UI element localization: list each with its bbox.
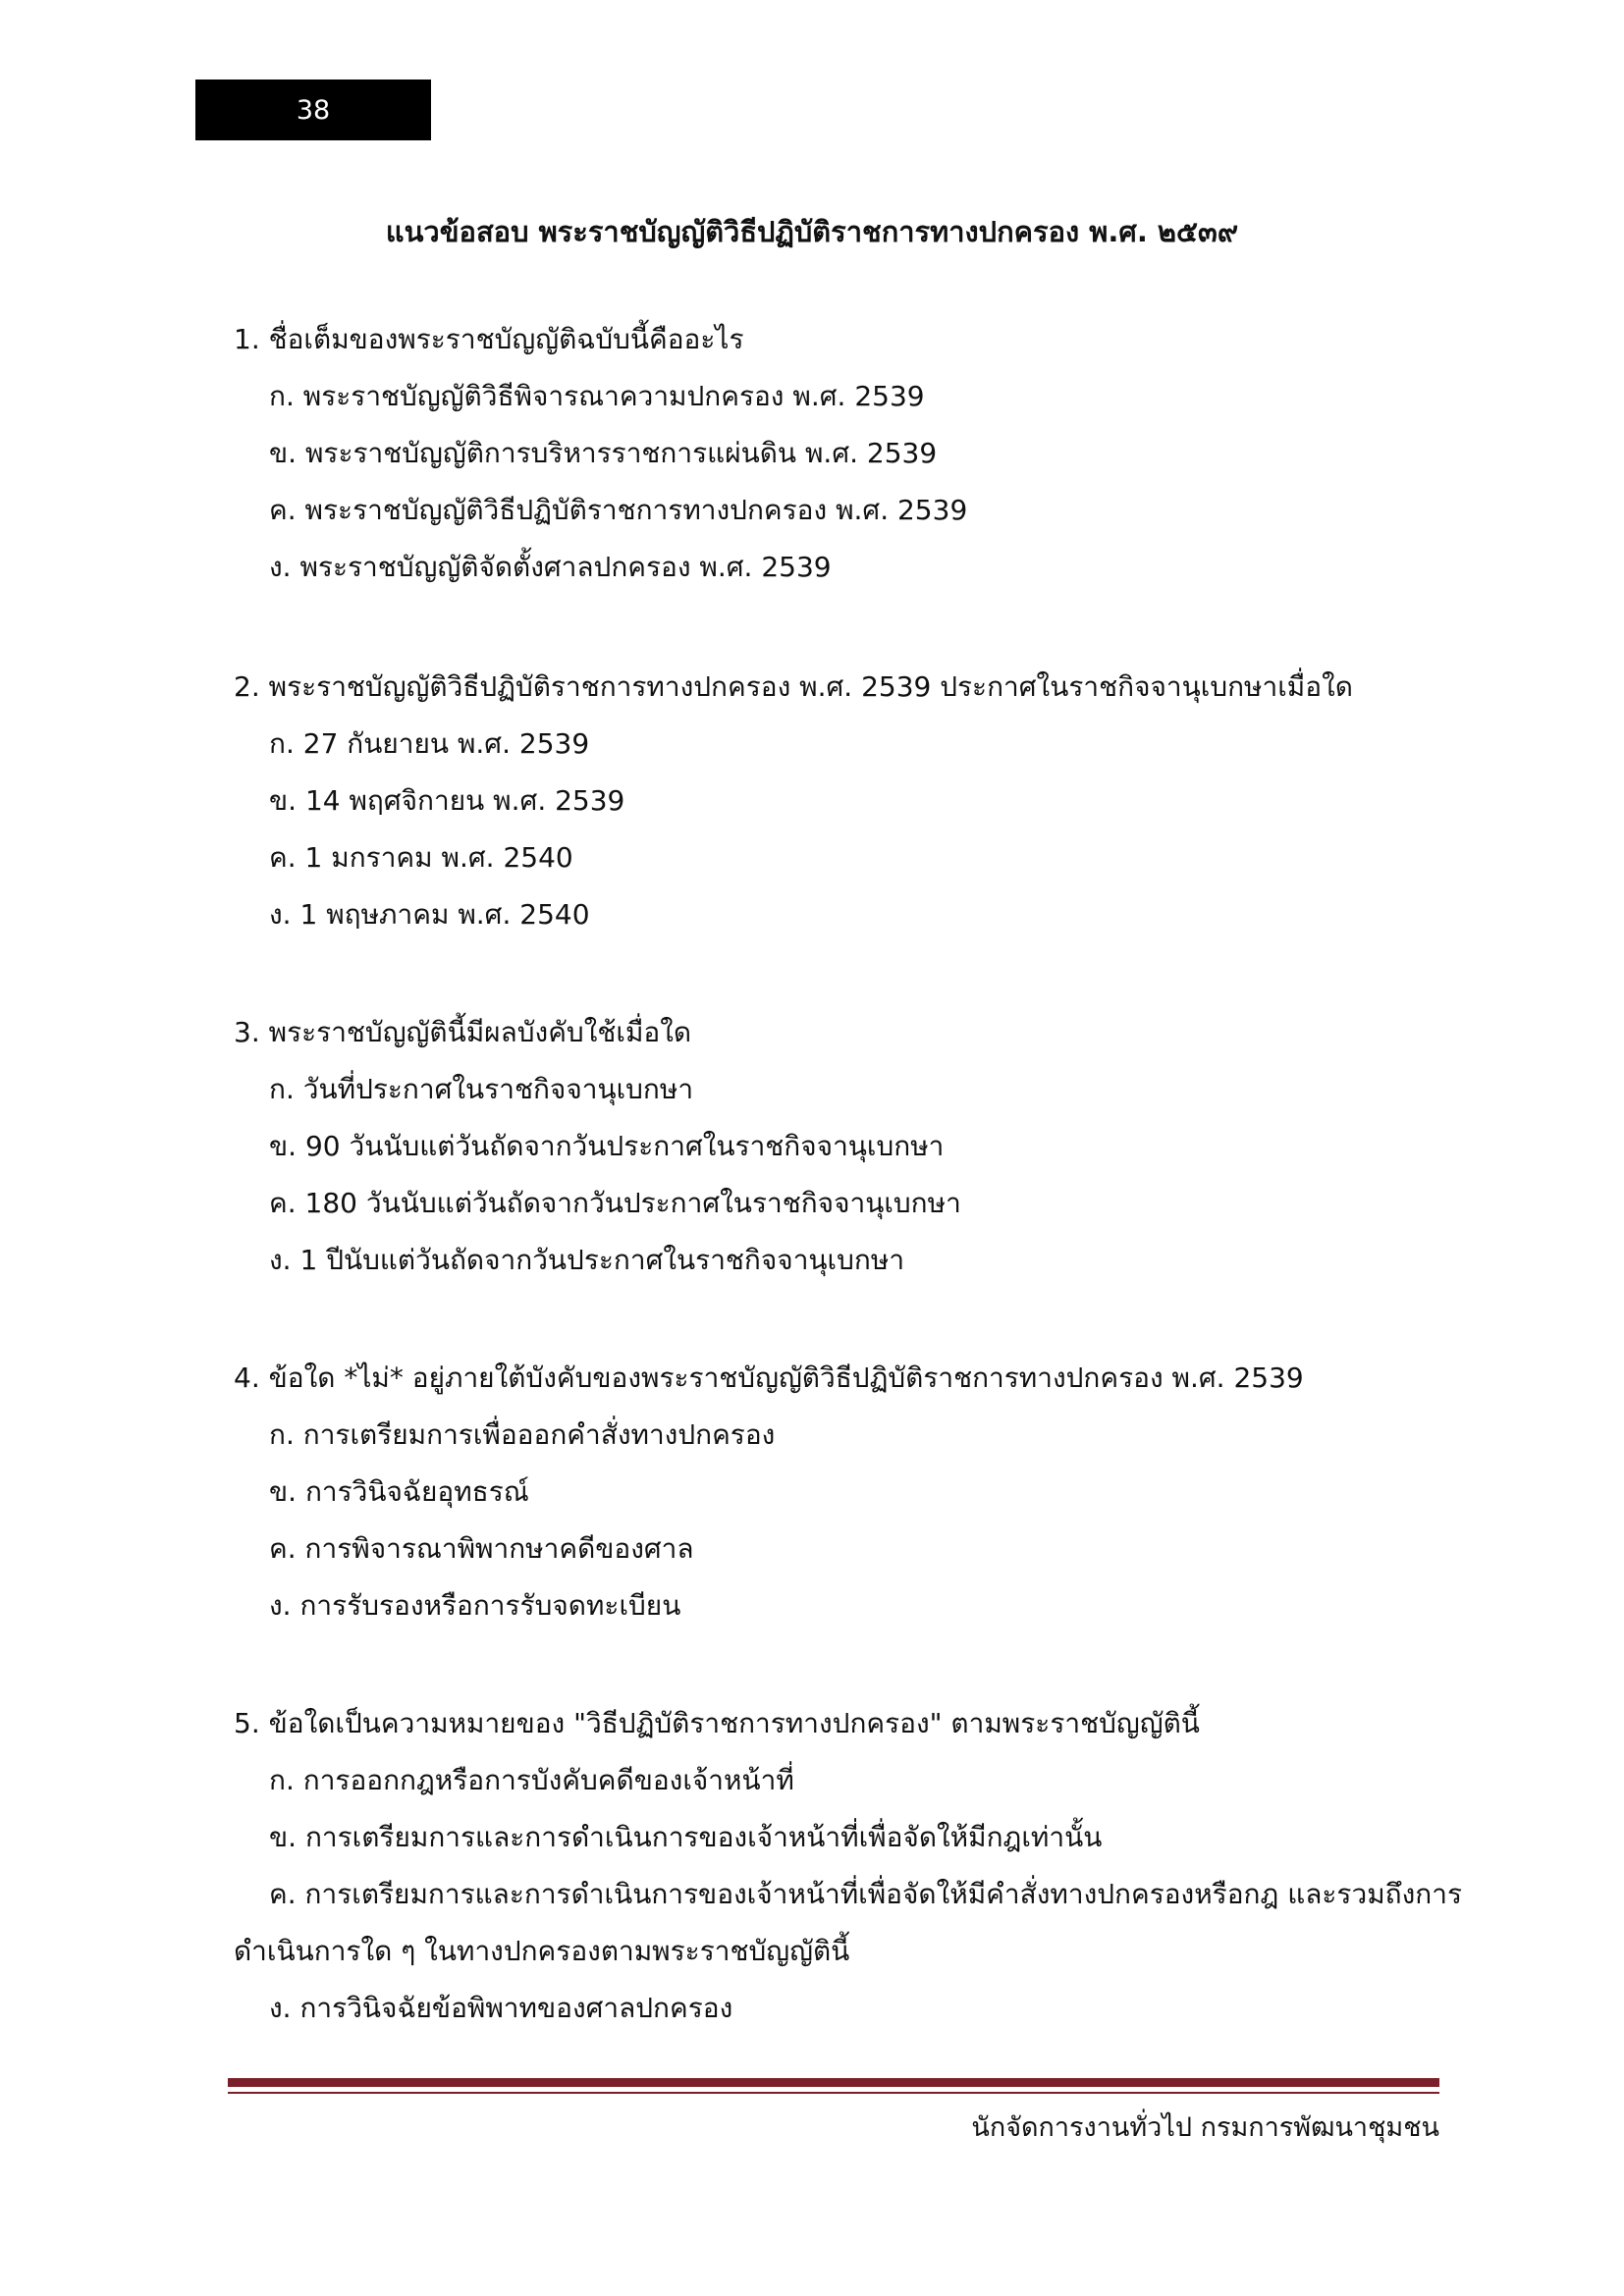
option-b: ข. การวินิจฉัยอุทธรณ์ <box>269 1475 529 1508</box>
option-c: ค. การพิจารณาพิพากษาคดีของศาล <box>269 1532 694 1565</box>
question-text: 4. ข้อใด *ไม่* อยู่ภายใต้บังคับของพระราชบัญญัติวิธีปฏิบัติราชการทางปกครอง พ.ศ. 2539 <box>234 1362 1304 1394</box>
option-d: ง. การรับรองหรือการรับจดทะเบียน <box>269 1589 681 1622</box>
question-text: 3. พระราชบัญญัตินี้มีผลบังคับใช้เมื่อใด <box>234 1016 692 1048</box>
option-a: ก. การออกกฎหรือการบังคับคดีของเจ้าหน้าที่ <box>269 1764 794 1796</box>
option-c: ค. 180 วันนับแต่วันถัดจากวันประกาศในราชกิจจานุเบกษา <box>269 1187 961 1219</box>
question-5 <box>234 1695 1462 2037</box>
option-c: ค. พระราชบัญญัติวิธีปฏิบัติราชการทางปกครอง พ.ศ. 2539 <box>269 494 968 526</box>
option-b: ข. พระราชบัญญัติการบริหารราชการแผ่นดิน พ.ศ. 2539 <box>269 437 938 469</box>
option-a: ก. การเตรียมการเพื่อออกคำสั่งทางปกครอง <box>269 1418 776 1451</box>
option-a: ก. วันที่ประกาศในราชกิจจานุเบกษา <box>269 1073 694 1105</box>
option-a: ก. 27 กันยายน พ.ศ. 2539 <box>269 727 590 760</box>
footer-text: นักจัดการงานทั่วไป กรมการพัฒนาชุมชน <box>971 2112 1439 2143</box>
option-c-continued: ดำเนินการใด ๆ ในทางปกครองตามพระราชบัญญัตินี้ <box>234 1935 850 1967</box>
option-c: ค. การเตรียมการและการดำเนินการของเจ้าหน้าที่เพื่อจัดให้มีคำสั่งทางปกครองหรือกฎ และรวมถึงการ <box>269 1878 1462 1910</box>
option-b: ข. การเตรียมการและการดำเนินการของเจ้าหน้าที่เพื่อจัดให้มีกฎเท่านั้น <box>269 1821 1103 1853</box>
option-d: ง. 1 ปีนับแต่วันถัดจากวันประกาศในราชกิจจานุเบกษา <box>269 1244 905 1276</box>
option-a: ก. พระราชบัญญัติวิธีพิจารณาความปกครอง พ.ศ. 2539 <box>269 380 925 412</box>
option-c: ค. 1 มกราคม พ.ศ. 2540 <box>269 841 573 874</box>
question-1 <box>234 311 1441 596</box>
question-4 <box>234 1350 1441 1634</box>
question-text: 2. พระราชบัญญัติวิธีปฏิบัติราชการทางปกครอง พ.ศ. 2539 ประกาศในราชกิจจานุเบกษาเมื่อใด <box>234 670 1353 703</box>
footer-divider <box>228 2078 1439 2087</box>
page-title: แนวข้อสอบ พระราชบัญญัติวิธีปฏิบัติราชการทางปกครอง พ.ศ. ๒๕๓๙ <box>385 215 1239 248</box>
page-number-box <box>195 80 431 140</box>
page-number: 38 <box>296 94 331 126</box>
option-d: ง. 1 พฤษภาคม พ.ศ. 2540 <box>269 898 590 931</box>
question-text: 1. ชื่อเต็มของพระราชบัญญัติฉบับนี้คืออะไร <box>234 323 744 355</box>
question-2 <box>234 659 1441 943</box>
option-d: ง. พระราชบัญญัติจัดตั้งศาลปกครอง พ.ศ. 2539 <box>269 551 832 583</box>
option-b: ข. 90 วันนับแต่วันถัดจากวันประกาศในราชกิจจานุเบกษา <box>269 1130 945 1162</box>
option-d: ง. การวินิจฉัยข้อพิพาทของศาลปกครอง <box>269 1992 733 2024</box>
footer-divider-thin <box>228 2092 1439 2094</box>
question-3 <box>234 1004 1441 1289</box>
option-b: ข. 14 พฤศจิกายน พ.ศ. 2539 <box>269 784 625 817</box>
question-text: 5. ข้อใดเป็นความหมายของ "วิธีปฏิบัติราชการทางปกครอง" ตามพระราชบัญญัตินี้ <box>234 1707 1200 1739</box>
